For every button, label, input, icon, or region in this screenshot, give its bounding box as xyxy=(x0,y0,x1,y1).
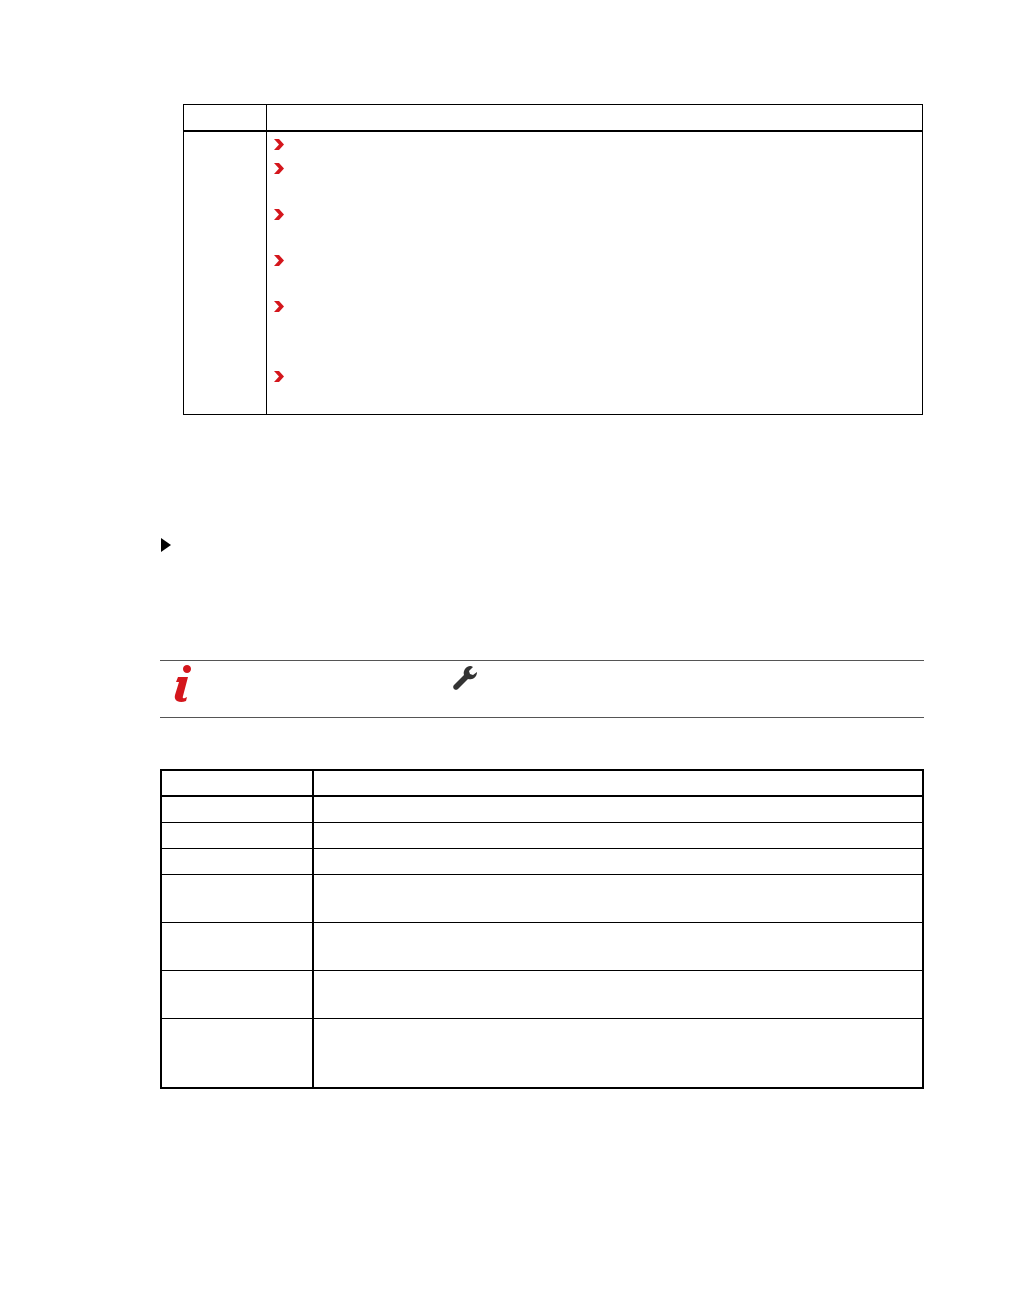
bullet-table xyxy=(183,104,923,415)
table-row xyxy=(161,823,923,849)
table-cell-term xyxy=(161,923,313,971)
list-item xyxy=(272,138,922,162)
table-cell-description xyxy=(313,796,923,823)
list-item xyxy=(272,208,922,254)
table-row xyxy=(161,849,923,875)
table-cell-term xyxy=(161,875,313,923)
chevron-right-icon xyxy=(272,162,285,175)
table-cell-description xyxy=(313,875,923,923)
table-cell-term xyxy=(161,1019,313,1089)
table-cell-term xyxy=(161,849,313,875)
chevron-right-icon xyxy=(272,138,285,151)
table-cell-description xyxy=(313,1019,923,1089)
table-cell-description xyxy=(313,971,923,1019)
table-row xyxy=(161,1019,923,1089)
table-header-cell xyxy=(184,105,267,132)
chevron-right-icon xyxy=(272,254,285,267)
expand-section[interactable] xyxy=(160,538,172,552)
table-row xyxy=(161,796,923,823)
table-cell-bullets xyxy=(267,131,923,415)
list-item xyxy=(272,254,922,300)
chevron-right-icon xyxy=(272,370,285,383)
table-cell-description xyxy=(313,923,923,971)
table-header-cell xyxy=(161,770,313,796)
table-header-row xyxy=(161,770,923,796)
table-cell-description xyxy=(313,823,923,849)
list-item xyxy=(272,370,922,410)
chevron-right-icon xyxy=(272,208,285,221)
chevron-right-icon xyxy=(272,300,285,313)
list-item xyxy=(272,300,922,370)
note-box xyxy=(160,660,924,718)
table-header-row xyxy=(184,105,923,132)
wrench-icon xyxy=(451,664,479,690)
table-cell-term xyxy=(161,796,313,823)
info-icon xyxy=(168,663,196,703)
table-row xyxy=(161,923,923,971)
table-row xyxy=(184,131,923,415)
definition-table xyxy=(160,769,924,1089)
bullet-list xyxy=(267,132,922,410)
list-item xyxy=(272,162,922,208)
table-cell-label xyxy=(184,131,267,415)
table-cell-term xyxy=(161,823,313,849)
table-header-cell xyxy=(267,105,923,132)
table-header-cell xyxy=(313,770,923,796)
table-cell-term xyxy=(161,971,313,1019)
triangle-right-icon[interactable] xyxy=(160,538,172,552)
table-row xyxy=(161,971,923,1019)
table-cell-description xyxy=(313,849,923,875)
table-row xyxy=(161,875,923,923)
